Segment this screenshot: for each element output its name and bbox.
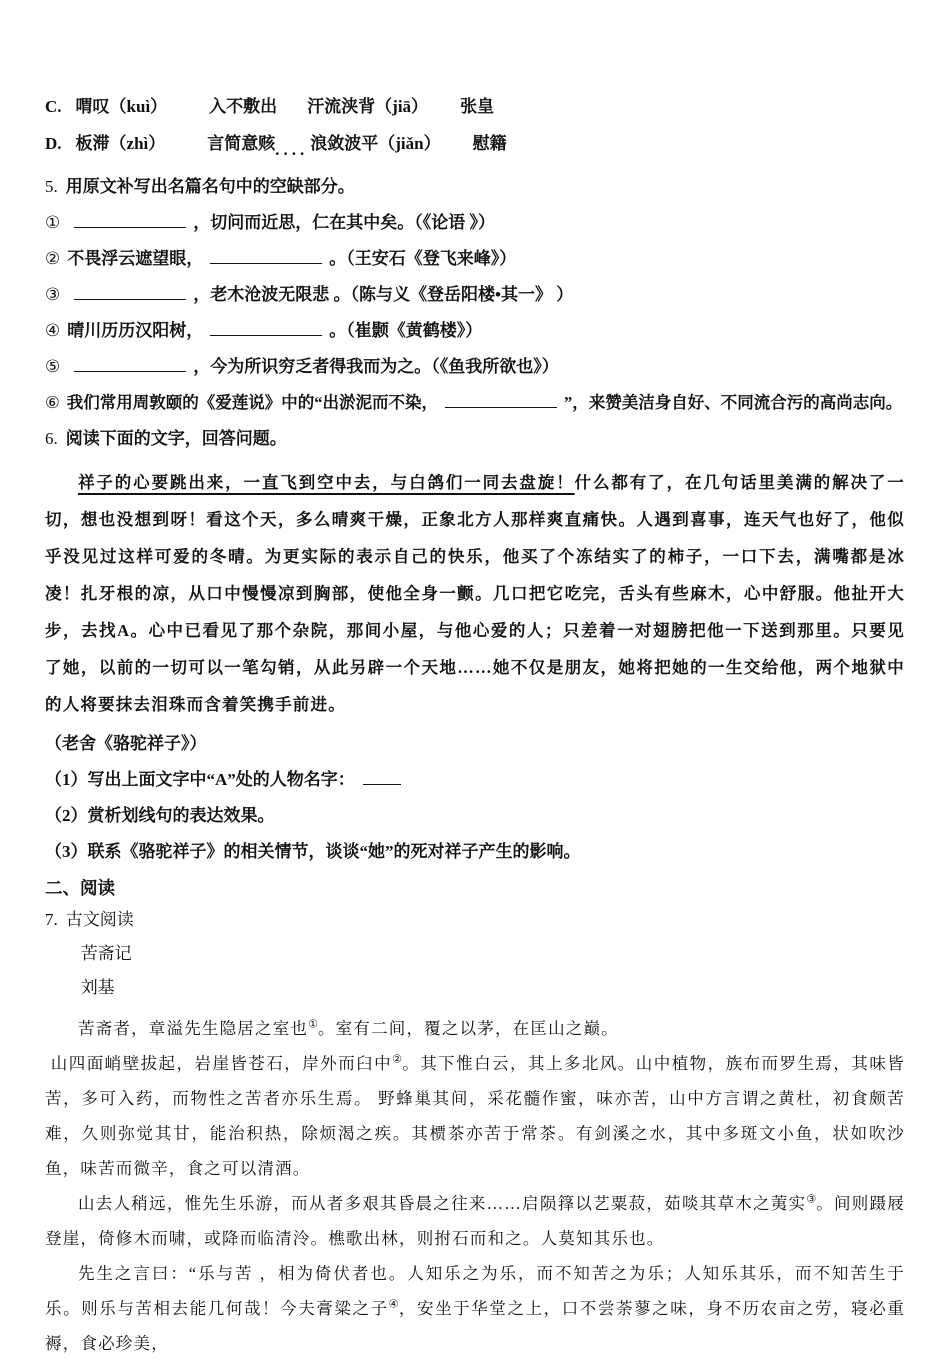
novel-passage — [45, 464, 905, 723]
q5-item-4-after: 。（崔颢《黄鹤楼》） — [329, 321, 483, 340]
answer-blank — [445, 394, 557, 408]
q5-item-5 — [45, 356, 905, 378]
essay-p3-text-1: 山去人稍远，惟先生乐游，而从者多艰其昏晨之往来……启陨箨以艺粟菽，茹啖其草木之荑实 — [78, 1194, 807, 1213]
question-5-number: 5. — [45, 177, 58, 196]
answer-blank — [74, 286, 186, 300]
option-c-label: C. — [45, 97, 62, 116]
question-5-title — [45, 176, 905, 198]
option-row-d — [45, 133, 905, 161]
q5-item-4-number: ④ — [45, 321, 61, 340]
sub-question-3: （3）联系《骆驼祥子》的相关情节，谈谈“她”的死对祥子产生的影响。 — [45, 842, 581, 861]
question-7-text: 古文阅读 — [65, 910, 134, 929]
option-d-item-2: 言简意赅 — [207, 134, 276, 153]
question-5-text: 用原文补写出名篇名句中的空缺部分。 — [65, 177, 355, 196]
option-d-label: D. — [45, 134, 62, 153]
footnote-marker-2: ② — [392, 1053, 403, 1066]
section-2-heading: 二、阅读 — [45, 878, 115, 898]
answer-blank — [74, 358, 186, 372]
question-6-text: 阅读下面的文字，回答问题。 — [65, 429, 287, 448]
essay-p1-text-2: 。室有二间，覆之以茅，在匡山之巅。 — [317, 1019, 619, 1038]
emphasis-dots: .... — [275, 140, 309, 159]
q5-item-4-before: 晴川历历汉阳树， — [67, 321, 204, 340]
q5-item-1-after: ，切问而近思，仁在其中矣。（《论语 》） — [193, 213, 495, 232]
option-c-item-2: 入不敷出 — [209, 97, 278, 116]
essay-paragraph-1 — [45, 1011, 905, 1046]
question-7-title — [45, 909, 905, 931]
q5-item-3-after: ，老木沧波无限悲 。（陈与义《登岳阳楼•其一》 ） — [193, 285, 574, 304]
q5-item-6-number: ⑥ — [45, 393, 60, 412]
q5-item-2 — [45, 248, 905, 270]
essay-p1-text-1: 苦斋者，章溢先生隐居之室也 — [78, 1019, 309, 1038]
essay-title: 苦斋记 — [80, 944, 132, 963]
footnote-marker-4: ④ — [388, 1298, 399, 1311]
sub-question-2: （2）赏析划线句的表达效果。 — [45, 806, 275, 825]
footnote-marker-3: ③ — [806, 1193, 817, 1206]
essay-p4-text-2: ，安坐于华堂之上，口不尝荼蓼之味，身不历农亩之劳，寝必重褥，食必珍美， — [45, 1299, 905, 1353]
option-d-item-4: 慰籍 — [472, 134, 507, 153]
answer-blank — [210, 250, 322, 264]
q5-item-4 — [45, 320, 905, 342]
option-d-item-3: 浪敛波平（jiǎn） — [310, 134, 441, 153]
q5-item-5-after: ，今为所识穷乏者得我而为之。（《鱼我所欲也》） — [193, 357, 559, 376]
q5-item-6-after: ”，来赞美洁身自好、不同流合污的高尚志向。 — [564, 393, 903, 412]
question-7-number: 7. — [45, 910, 58, 929]
novel-passage-body: 什么都有了，在几句话里美满的解决了一切，想也没想到呀！看这个天，多么晴爽干燥，正象北方人那样爽直痛快。人遇到喜事，连天气也好了，他似乎没见过这样可爱的冬晴。为更实际的表示自己的快乐，他买了个冻结实了的柿子，一口下去，满嘴都是冰凌！扎牙根的凉，从口中慢慢凉到胸部，使他全身一颤。几口把它吃完，舌头有些麻木，心中舒服。他扯开大步，去找A。心中已看见了那个杂院，那间小屋，与他心爱的人；只差着一对翅膀把他一下送到那里。只要见了她，以前的一切可以一笔勾销，从此另辟一个天地……她不仅是朋友，她将把她的一生交给他，两个地狱中的人将要抹去泪珠而含着笑携手前进。 — [45, 473, 905, 714]
passage-attribution: （老舍《骆驼祥子》） — [45, 734, 207, 753]
option-d-item-1: 板滞（zhì） — [75, 134, 166, 153]
option-c-item-3: 汗流浃背（jiā） — [307, 97, 429, 116]
essay-author: 刘基 — [80, 978, 115, 997]
q5-item-3-number: ③ — [45, 285, 61, 304]
q5-item-3 — [45, 284, 905, 306]
answer-blank — [210, 322, 322, 336]
q5-item-2-number: ② — [45, 249, 61, 268]
q5-item-5-number: ⑤ — [45, 357, 61, 376]
essay-paragraph-4 — [45, 1256, 905, 1361]
question-6-title — [45, 428, 905, 450]
answer-blank-short — [363, 771, 401, 785]
q5-item-1-number: ① — [45, 213, 61, 232]
sub-question-1-text: （1）写出上面文字中“A”处的人物名字： — [45, 770, 355, 789]
option-c-item-4: 张皇 — [460, 97, 495, 116]
q5-item-1 — [45, 212, 905, 234]
essay-paragraph-2 — [45, 1046, 905, 1186]
novel-passage-underlined-sentence: 祥子的心要跳出来，一直飞到空中去，与白鸽们一同去盘旋！ — [78, 473, 575, 492]
q5-item-6-before: 我们常用周敦颐的《爱莲说》中的“出淤泥而不染， — [66, 393, 439, 412]
option-row-c — [45, 96, 905, 118]
essay-p2-text-1: 山四面峭壁拔起，岩崖皆苍石，岸外而臼中 — [50, 1054, 393, 1073]
answer-blank — [74, 214, 186, 228]
essay-p4-text-1: 先生之言曰：“乐与苦 ，相为倚伏者也。人知乐之为乐，而不知苦之为乐；人知乐其乐，而不知苦生于乐。则乐与苦相去能几何哉！今夫膏粱之子 — [45, 1264, 905, 1318]
option-c-item-1: 喟叹（kuì） — [75, 97, 168, 116]
q5-item-2-before: 不畏浮云遮望眼， — [67, 249, 204, 268]
essay-p2-text-2: 。其下惟白云，其上多北风。山中植物，族布而罗生焉，其味皆苦，多可入药，而物性之苦者亦乐生焉。 野蜂巢其间，采花髓作蜜，味亦苦，山中方言谓之黄杜，初食颇苦难，久则弥觉其甘，能治积热，除烦渴之疾。其槚茶亦苦于常茶。有剑溪之水，其中多斑文小鱼，状如吹沙鱼，味苦而微辛，食之可以清酒。 — [45, 1054, 905, 1178]
essay-p3-text-2: 。间则蹑屐登崖，倚修木而啸，或降而临清泠。樵歌出林，则拊石而和之。人莫知其乐也。 — [45, 1194, 906, 1248]
q5-item-2-after: 。（王安石《登飞来峰》） — [329, 249, 517, 268]
essay-paragraph-3 — [45, 1186, 905, 1256]
question-6-number: 6. — [45, 429, 58, 448]
footnote-marker-1: ① — [308, 1018, 318, 1031]
sub-question-1 — [45, 769, 905, 791]
q5-item-6 — [45, 392, 905, 414]
